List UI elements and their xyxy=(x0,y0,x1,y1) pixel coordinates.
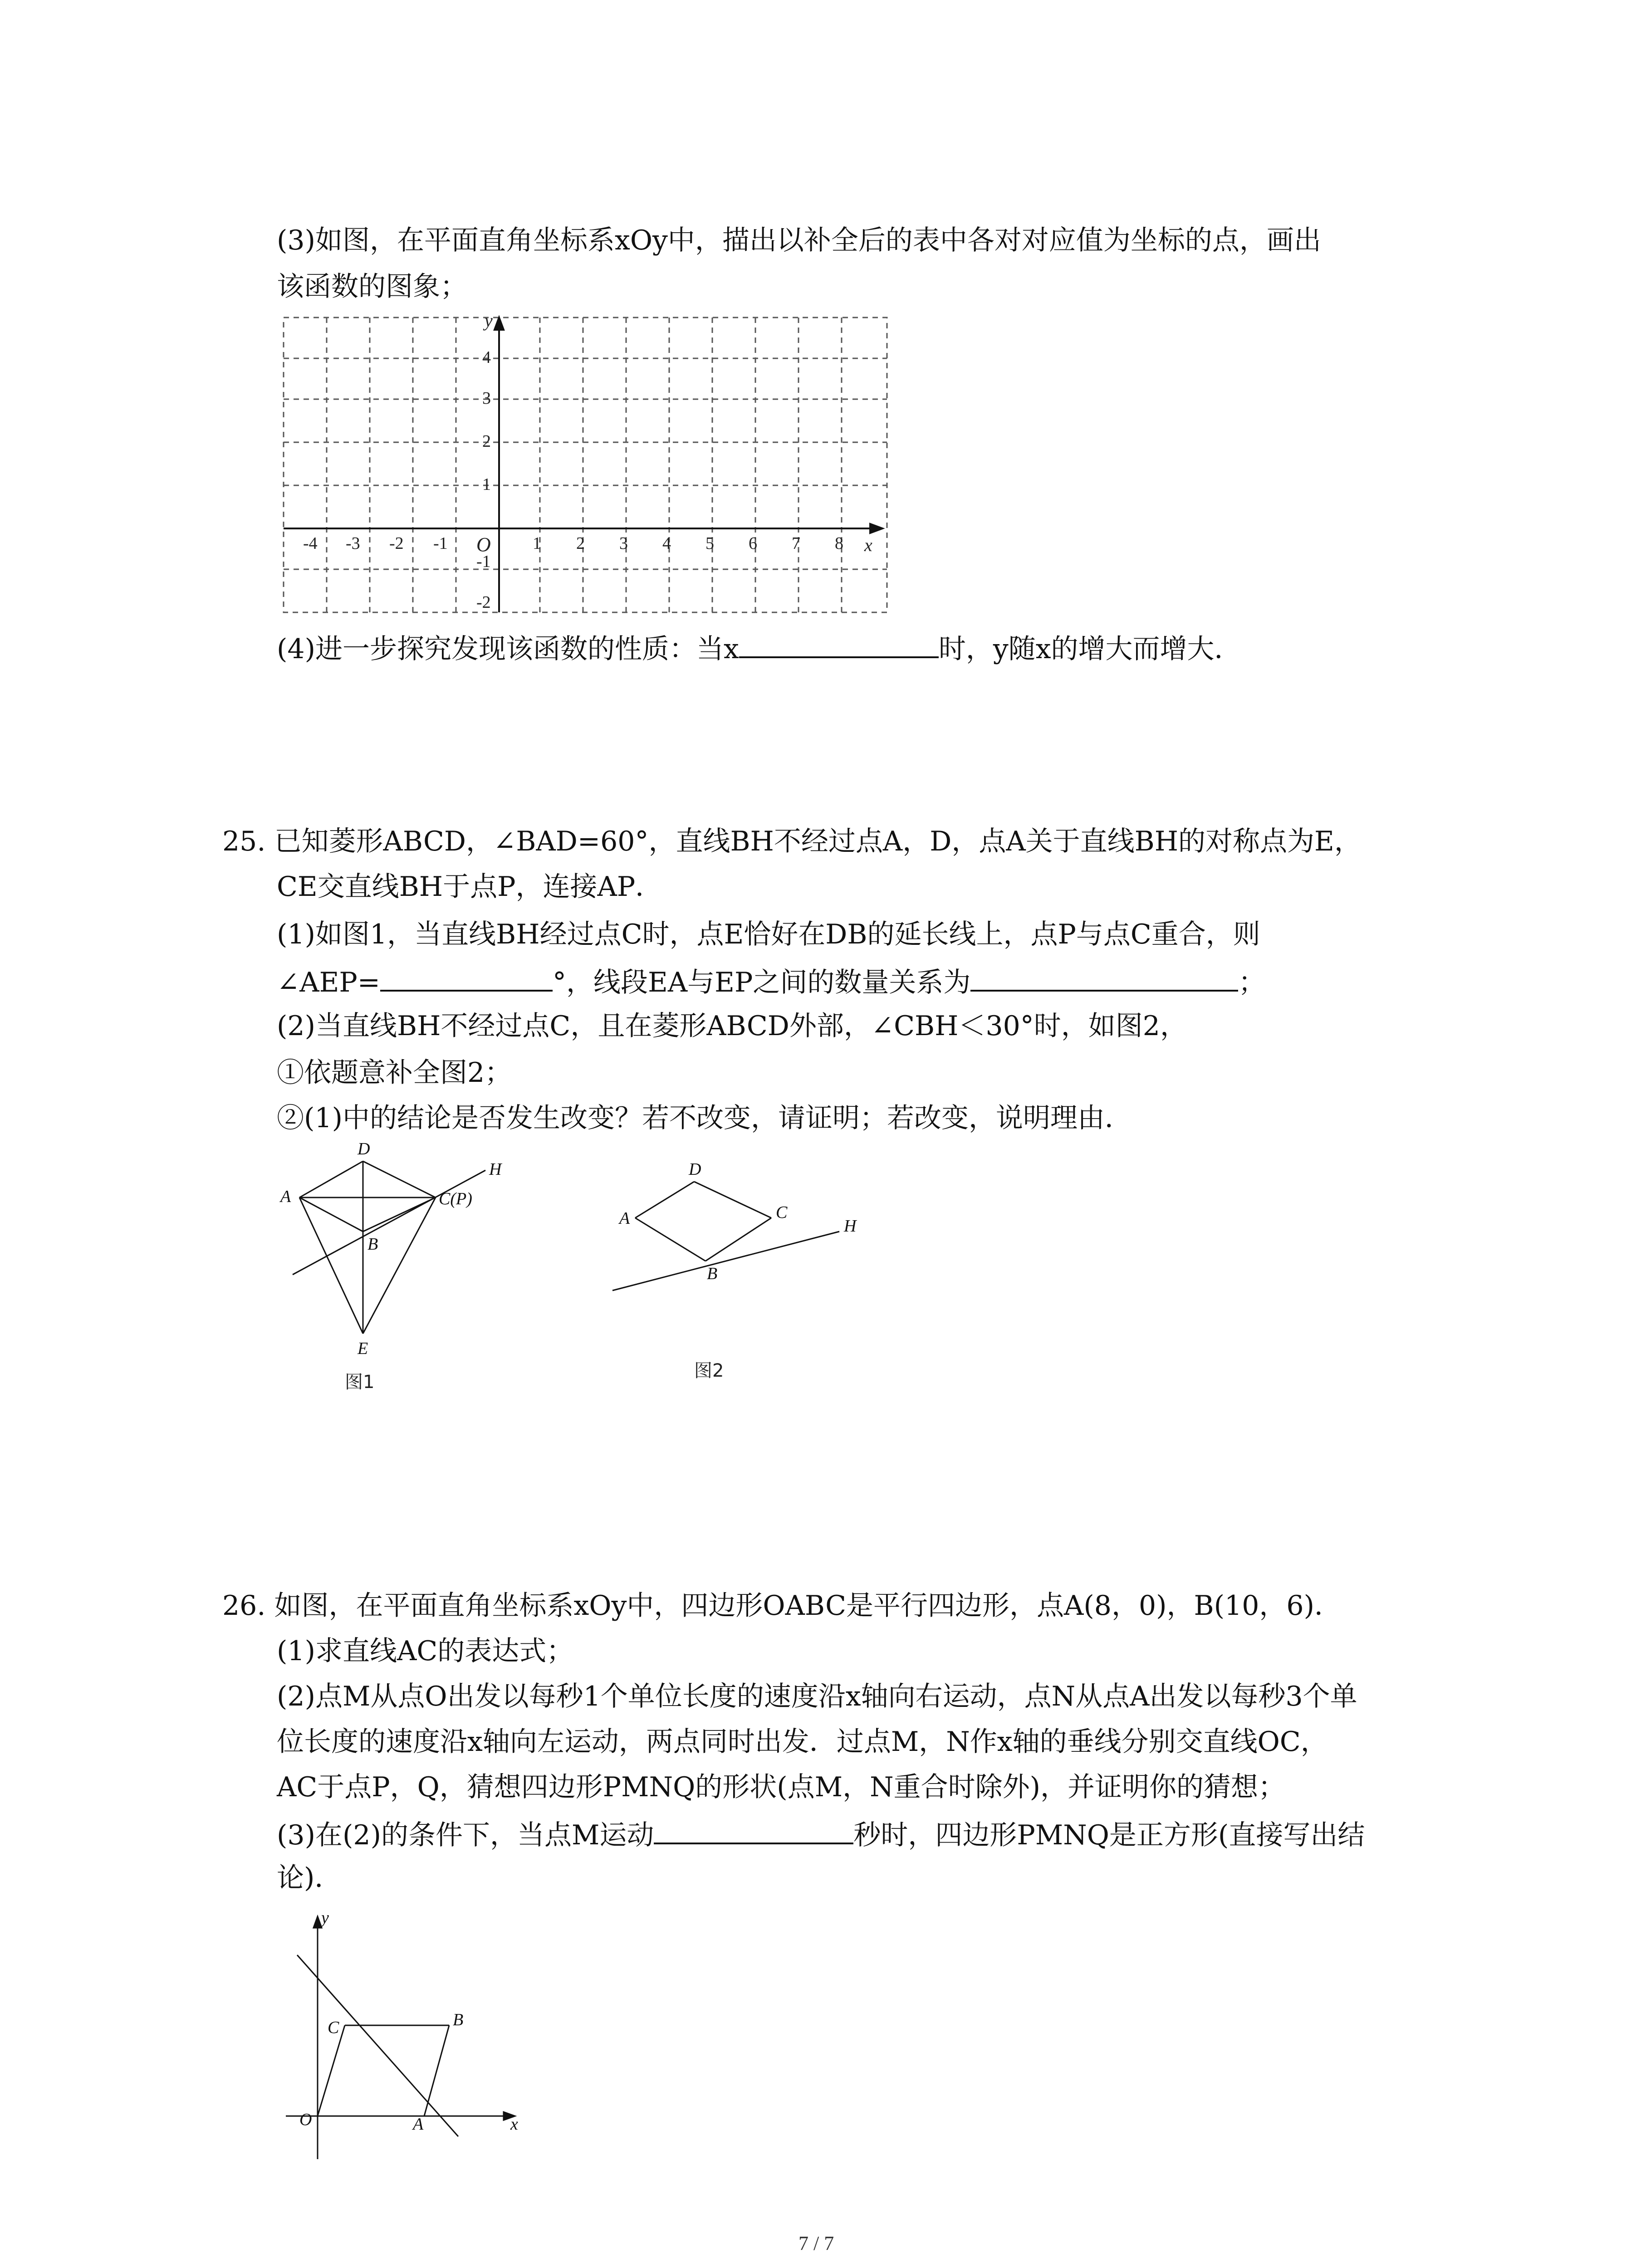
q25-line5: (2)当直线BH不经过点C，且在菱形ABCD外部，∠CBH＜30°时，如图2， xyxy=(277,1010,1187,1042)
q24-part4-suffix: 时，y随x的增大而增大． xyxy=(938,633,1242,665)
q24-part4-prefix: (4)进一步探究发现该函数的性质：当x xyxy=(277,633,739,665)
q26-line2: (1)求直线AC的表达式； xyxy=(277,1635,574,1667)
fig1-caption: 图1 xyxy=(345,1372,375,1393)
fig1-label-e: E xyxy=(358,1339,368,1358)
fig26-label-c: C xyxy=(328,2018,339,2037)
fig2-label-c: C xyxy=(776,1203,788,1222)
fig26-x-label: x xyxy=(510,2115,518,2134)
q26-line6-b: 秒时，四边形PMNQ是正方形(直接写出结 xyxy=(853,1819,1365,1851)
fig1-label-a: A xyxy=(280,1187,291,1206)
fig2-label-h: H xyxy=(844,1217,857,1236)
q26-line1: 26. 如图，在平面直角坐标系xOy中，四边形OABC是平行四边形，点A(8，0)，B(10，6)． xyxy=(222,1590,1342,1622)
fig1-label-c: C(P) xyxy=(439,1189,472,1208)
x-tick: 4 xyxy=(662,534,671,553)
y-tick: 1 xyxy=(482,475,491,494)
q24-grid-figure xyxy=(272,313,898,621)
q25-line4-a: ∠AEP= xyxy=(277,967,381,998)
x-tick: 6 xyxy=(749,534,757,553)
fig26-label-o: O xyxy=(299,2110,312,2129)
q24-part3-cont: 该函数的图象； xyxy=(277,271,467,303)
q26-line6 xyxy=(277,1814,1365,1853)
answer-blank[interactable] xyxy=(654,1814,853,1844)
y-tick: 3 xyxy=(482,389,491,408)
x-tick: 5 xyxy=(705,534,714,553)
q25-figure2 xyxy=(603,1143,885,1379)
q25-line4-b: °，线段EA与EP之间的数量关系为 xyxy=(553,967,971,998)
fig26-label-b: B xyxy=(453,2010,464,2029)
x-axis-label: x xyxy=(864,535,872,555)
x-tick: 2 xyxy=(576,534,585,553)
answer-blank[interactable] xyxy=(739,628,939,658)
q26-line4: 位长度的速度沿x轴向左运动，两点同时出发．过点M，N作x轴的垂线分别交直线OC， xyxy=(277,1726,1328,1758)
answer-blank[interactable] xyxy=(380,962,553,992)
q26-line6-a: (3)在(2)的条件下，当点M运动 xyxy=(277,1819,654,1851)
x-tick: -3 xyxy=(346,534,360,553)
x-tick: -1 xyxy=(433,534,448,553)
fig26-y-label: y xyxy=(321,1908,329,1927)
q25-line3: (1)如图1，当直线BH经过点C时，点E恰好在DB的延长线上，点P与点C重合，则 xyxy=(277,919,1260,950)
x-tick: -4 xyxy=(303,534,318,553)
fig2-label-d: D xyxy=(689,1160,701,1179)
y-tick: -2 xyxy=(476,593,491,612)
fig26-label-a: A xyxy=(413,2115,424,2134)
fig1-label-d: D xyxy=(358,1143,370,1158)
fig1-label-b: B xyxy=(367,1235,378,1254)
x-tick: 1 xyxy=(533,534,541,553)
q25-line4-c: ； xyxy=(1238,967,1266,998)
q24-part3-text: (3)如图，在平面直角坐标系xOy中，描出以补全后的表中各对对应值为坐标的点，画出 xyxy=(277,225,1321,256)
fig1-label-h: H xyxy=(489,1160,502,1179)
x-tick: 7 xyxy=(792,534,800,553)
q26-line3: (2)点M从点O出发以每秒1个单位长度的速度沿x轴向右运动，点N从点A出发以每秒3个单 xyxy=(277,1681,1357,1712)
q25-line6: ①依题意补全图2； xyxy=(277,1057,512,1089)
x-tick: 8 xyxy=(835,534,843,553)
y-tick: -1 xyxy=(476,552,491,571)
q26-line7: 论)． xyxy=(277,1862,342,1894)
y-axis-label: y xyxy=(485,313,493,331)
x-tick: 3 xyxy=(619,534,628,553)
answer-blank[interactable] xyxy=(970,962,1238,992)
q24-part4 xyxy=(277,628,1242,667)
fig2-label-a: A xyxy=(619,1209,630,1228)
fig2-caption: 图2 xyxy=(694,1360,724,1379)
grid-border xyxy=(284,318,887,612)
page-number: 7 / 7 xyxy=(798,2232,834,2254)
fig2-label-b: B xyxy=(707,1264,718,1283)
q26-line5: AC于点P，Q，猜想四边形PMNQ的形状(点M，N重合时除外)，并证明你的猜想； xyxy=(277,1771,1286,1803)
x-tick: -2 xyxy=(389,534,404,553)
q25-line4 xyxy=(277,962,1265,1001)
y-tick: 2 xyxy=(482,432,491,451)
q25-line1: 25. 已知菱形ABCD，∠BAD=60°，直线BH不经过点A，D，点A关于直线BH的对称点为E， xyxy=(222,826,1362,857)
q25-line2: CE交直线BH于点P，连接AP． xyxy=(277,871,663,903)
y-tick: 4 xyxy=(482,348,491,367)
q25-line7: ②(1)中的结论是否发生改变？若不改变，请证明；若改变，说明理由． xyxy=(277,1102,1132,1134)
origin-label: O xyxy=(476,533,491,556)
q25-figure1 xyxy=(272,1143,544,1397)
q26-figure xyxy=(272,1905,526,2168)
